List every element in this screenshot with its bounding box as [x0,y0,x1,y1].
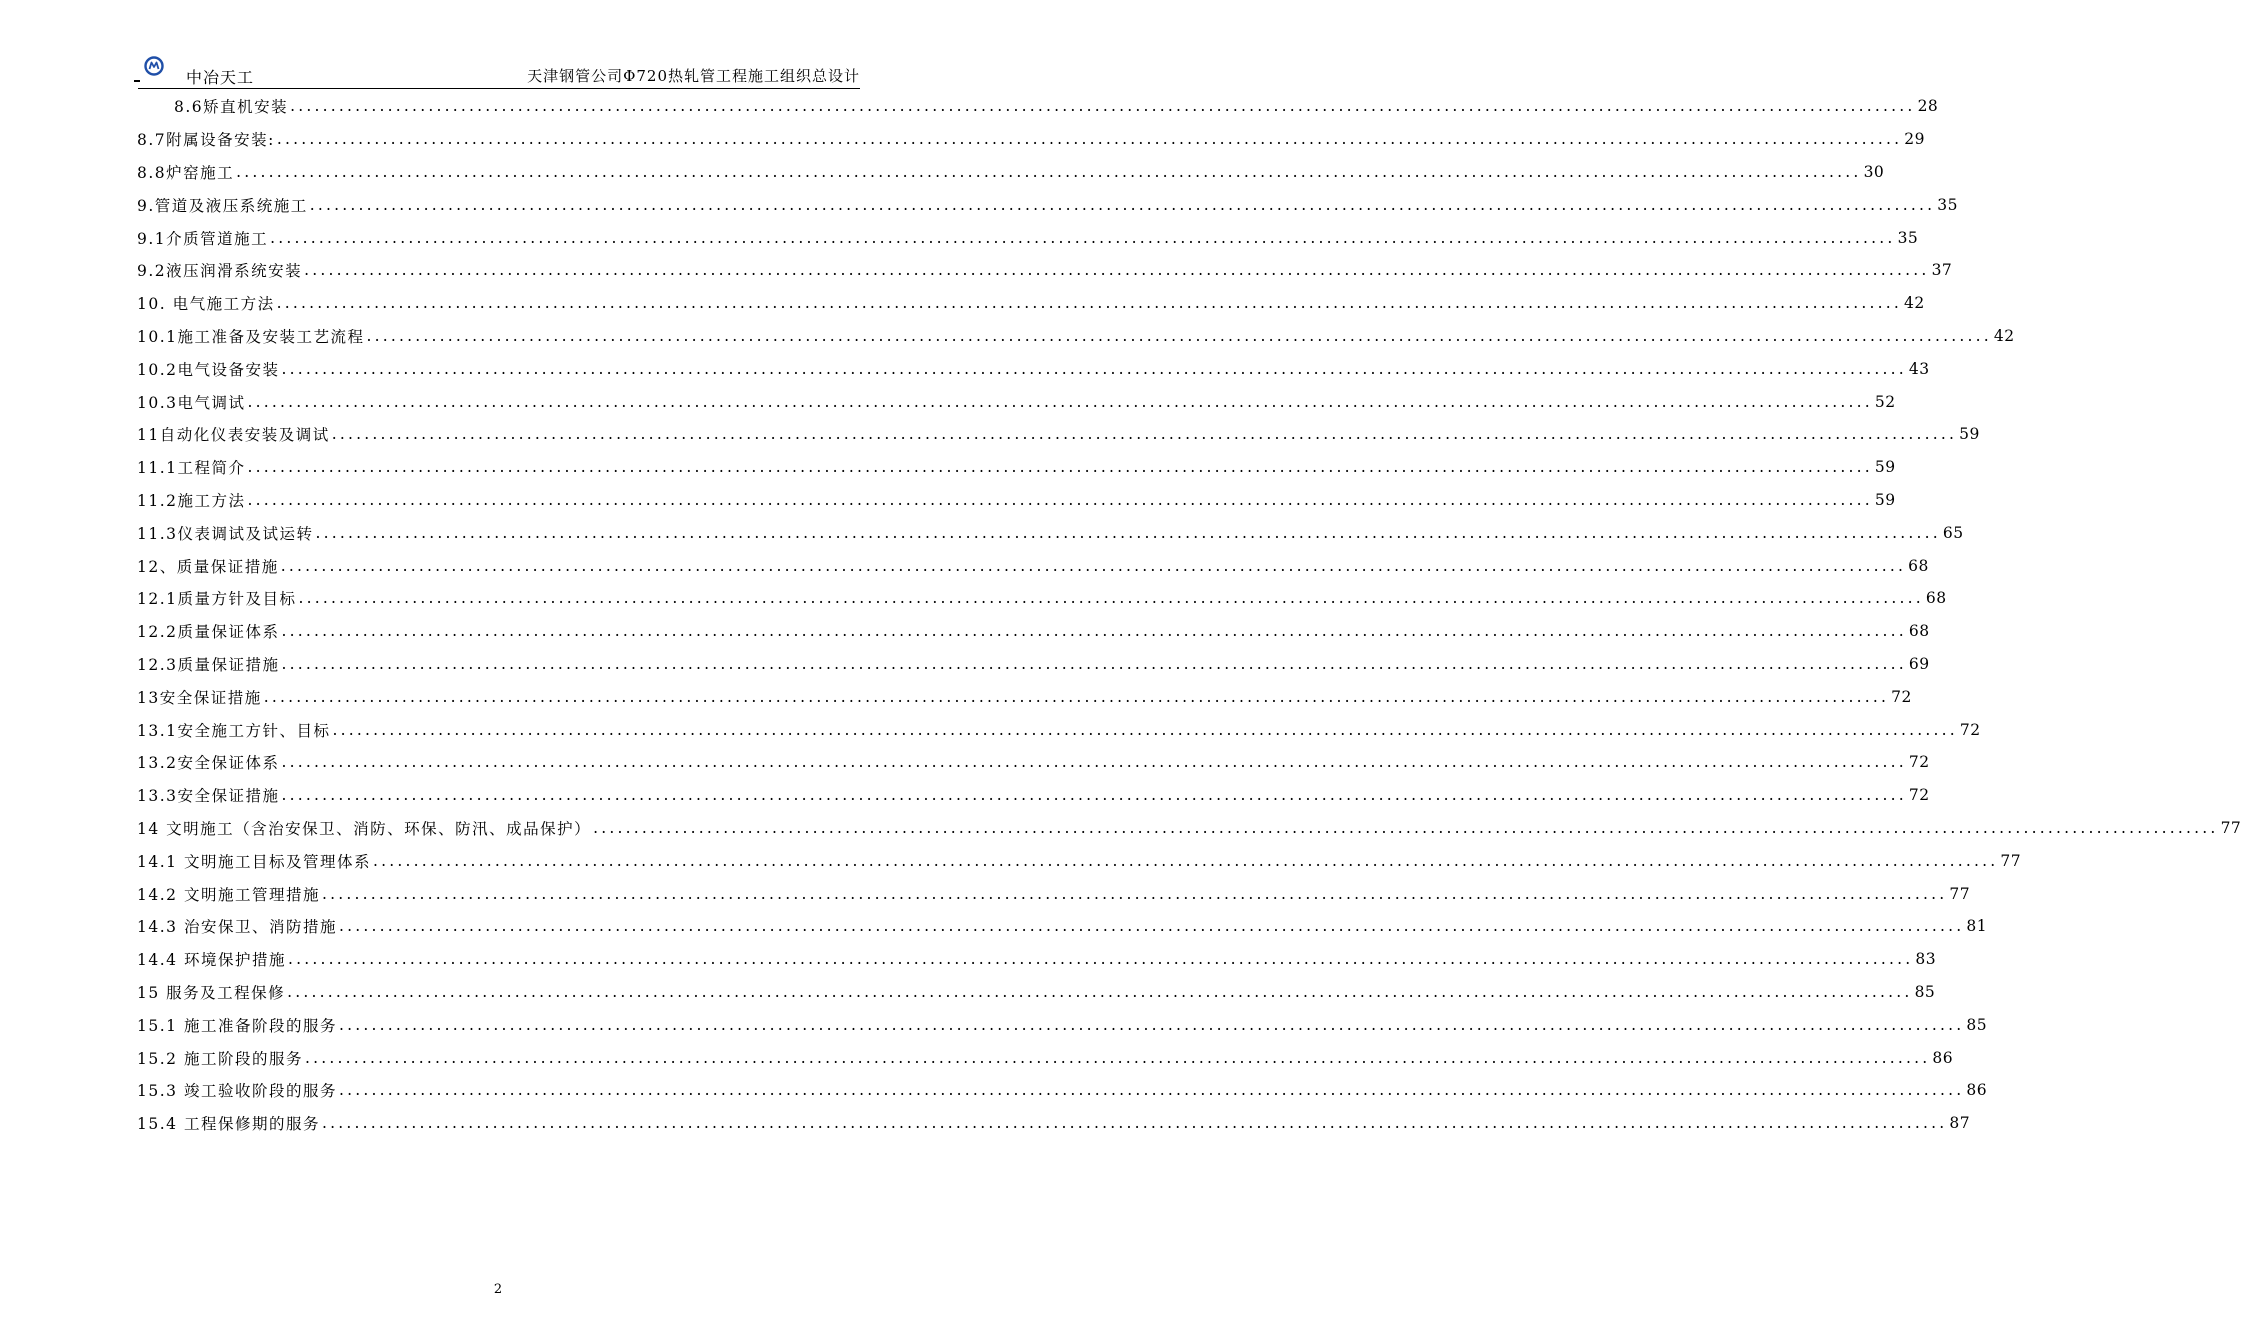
toc-entry-page: 59 [1874,458,1896,477]
toc-leader-dots: ........................................................................................................................................................................................................ [304,261,1930,280]
toc-entry[interactable] [137,254,1953,287]
toc-entry-label: 15.1 施工准备阶段的服务 [137,1016,337,1035]
toc-entry-label: 15.2 施工阶段的服务 [137,1049,303,1068]
toc-entry-page: 69 [1908,654,1930,673]
toc-entry-label: 15.4 工程保修期的服务 [137,1115,320,1134]
toc-entry-page: 59 [1874,490,1896,509]
toc-leader-dots: ........................................................................................................................................................................................................ [593,818,2219,837]
header-dash [134,80,140,82]
toc-leader-dots: ........................................................................................................................................................................................................ [331,425,1958,444]
toc-entry-label: 11自动化仪表安装及调试 [137,426,330,445]
toc-entry[interactable] [137,123,1926,156]
toc-leader-dots: ........................................................................................................................................................................................................ [281,654,1907,673]
toc-leader-dots: ........................................................................................................................................................................................................ [338,917,1965,936]
company-name: 中冶天工 [186,68,255,87]
page-number: 2 [493,1282,503,1297]
toc-leader-dots: ........................................................................................................................................................................................................ [263,687,1890,706]
toc-entry-page: 30 [1863,162,1885,181]
toc-leader-dots: ........................................................................................................................................................................................................ [366,326,1992,345]
toc-entry-label: 13.2安全保证体系 [137,754,280,773]
toc-entry-page: 77 [2000,851,2022,870]
toc-entry-page: 85 [1966,1015,1988,1034]
toc-leader-dots: ........................................................................................................................................................................................................ [332,720,1958,739]
toc-leader-dots: ........................................................................................................................................................................................................ [287,950,1914,969]
toc-entry-page: 42 [1903,294,1925,313]
toc-entry-page: 35 [1897,228,1919,247]
toc-entry-label: 9.2液压润滑系统安装 [137,262,303,281]
toc-entry[interactable] [137,910,1988,943]
toc-entry-page: 72 [1908,786,1930,805]
toc-entry[interactable] [137,287,1925,320]
toc-leader-dots: ........................................................................................................................................................................................................ [315,523,1941,542]
toc-entry-label: 8.7附属设备安装: [137,131,275,150]
toc-entry[interactable] [137,615,1930,648]
toc-entry[interactable] [137,516,1964,549]
document-title: 天津钢管公司Φ720热轧管工程施工组织总设计 [527,67,860,85]
toc-leader-dots: ........................................................................................................................................................................................................ [290,97,1916,116]
toc-entry[interactable] [137,385,1896,418]
toc-entry-label: 11.3仪表调试及试运转 [137,524,314,543]
toc-entry-page: 68 [1925,589,1947,608]
toc-entry-label: 11.2施工方法 [137,491,246,510]
table-of-contents [137,90,2241,1140]
toc-entry[interactable] [137,976,1936,1009]
toc-entry-page: 86 [1966,1081,1988,1100]
toc-entry-page: 77 [2220,818,2241,837]
toc-leader-dots: ........................................................................................................................................................................................................ [298,589,1924,608]
toc-leader-dots: ........................................................................................................................................................................................................ [321,1114,1948,1133]
toc-leader-dots: ........................................................................................................................................................................................................ [281,753,1907,772]
toc-entry[interactable] [137,582,1947,615]
toc-entry[interactable] [137,779,1930,812]
toc-entry[interactable] [137,320,2015,353]
toc-entry[interactable] [137,484,1896,517]
toc-entry-page: 43 [1908,359,1930,378]
toc-entry[interactable] [137,188,1958,221]
mcc-logo-icon [144,56,164,76]
toc-entry-label: 13安全保证措施 [137,688,262,707]
toc-leader-dots: ........................................................................................................................................................................................................ [281,622,1907,641]
toc-entry-page: 68 [1908,622,1930,641]
toc-entry[interactable] [137,877,1971,910]
toc-leader-dots: ........................................................................................................................................................................................................ [276,130,1903,149]
toc-entry[interactable] [137,812,2241,845]
toc-entry[interactable] [137,746,1930,779]
toc-entry[interactable] [137,943,1937,976]
toc-entry-label: 10.1施工准备及安装工艺流程 [137,327,365,346]
toc-entry[interactable] [137,680,1912,713]
toc-entry-label: 11.1工程简介 [137,459,246,478]
toc-entry[interactable] [137,549,1929,582]
toc-leader-dots: ........................................................................................................................................................................................................ [338,1015,1965,1034]
toc-leader-dots: ........................................................................................................................................................................................................ [236,162,1862,181]
toc-entry-page: 42 [1993,326,2015,345]
toc-entry-label: 10. 电气施工方法 [137,295,275,314]
toc-entry-page: 72 [1908,753,1930,772]
toc-entry-label: 10.3电气调试 [137,393,246,412]
toc-entry[interactable] [137,221,1919,254]
toc-entry-page: 72 [1959,720,1981,739]
toc-leader-dots: ........................................................................................................................................................................................................ [270,228,1896,247]
toc-entry[interactable] [137,418,1980,451]
toc-leader-dots: ........................................................................................................................................................................................................ [321,884,1948,903]
toc-entry[interactable] [137,90,1939,123]
toc-entry-label: 13.1安全施工方针、目标 [137,721,331,740]
toc-leader-dots: ........................................................................................................................................................................................................ [280,556,1907,575]
toc-entry[interactable] [137,648,1930,681]
toc-entry-label: 14.2 文明施工管理措施 [137,885,320,904]
toc-entry-page: 28 [1917,97,1939,116]
toc-entry-page: 65 [1942,523,1964,542]
toc-entry-label: 12.1质量方针及目标 [137,590,297,609]
toc-entry-label: 10.2电气设备安装 [137,360,280,379]
toc-entry-label: 14 文明施工（含治安保卫、消防、环保、防汛、成品保护） [137,819,592,838]
toc-leader-dots: ........................................................................................................................................................................................................ [247,458,1873,477]
toc-entry[interactable] [137,844,2022,877]
toc-entry-page: 86 [1932,1048,1954,1067]
toc-entry-label: 9.1介质管道施工 [137,229,269,248]
toc-leader-dots: ........................................................................................................................................................................................................ [281,359,1907,378]
toc-leader-dots: ........................................................................................................................................................................................................ [372,851,1999,870]
toc-entry-label: 12.2质量保证体系 [137,623,280,642]
toc-entry-page: 77 [1949,884,1971,903]
toc-entry-label: 12、质量保证措施 [137,557,279,576]
toc-entry-label: 15.3 竣工验收阶段的服务 [137,1082,337,1101]
toc-entry-label: 8.8炉窑施工 [137,163,235,182]
toc-entry[interactable] [137,156,1885,189]
toc-entry[interactable] [137,1008,1988,1041]
toc-leader-dots: ........................................................................................................................................................................................................ [247,392,1873,411]
toc-leader-dots: ........................................................................................................................................................................................................ [287,982,1913,1001]
toc-entry[interactable] [137,713,1981,746]
toc-entry-page: 35 [1937,195,1958,214]
toc-entry[interactable] [137,352,1930,385]
toc-leader-dots: ........................................................................................................................................................................................................ [309,195,1936,214]
toc-entry-label: 14.4 环境保护措施 [137,951,286,970]
toc-entry[interactable] [137,451,1896,484]
toc-leader-dots: ........................................................................................................................................................................................................ [247,490,1873,509]
toc-entry-page: 72 [1891,687,1912,706]
toc-entry-label: 14.1 文明施工目标及管理体系 [137,852,371,871]
toc-entry-label: 15 服务及工程保修 [137,983,286,1002]
toc-leader-dots: ........................................................................................................................................................................................................ [338,1081,1965,1100]
toc-entry-page: 29 [1904,130,1926,149]
page-header [138,50,860,89]
toc-entry[interactable] [137,1107,1971,1140]
toc-entry-page: 83 [1915,950,1937,969]
toc-entry-page: 68 [1908,556,1929,575]
toc-entry-page: 52 [1874,392,1896,411]
toc-entry-label: 9.管道及液压系统施工 [137,196,308,215]
toc-entry-page: 37 [1931,261,1953,280]
toc-leader-dots: ........................................................................................................................................................................................................ [281,786,1907,805]
toc-entry[interactable] [137,1041,1954,1074]
toc-entry[interactable] [137,1074,1988,1107]
toc-leader-dots: ........................................................................................................................................................................................................ [304,1048,1931,1067]
toc-entry-label: 12.3质量保证措施 [137,655,280,674]
toc-entry-page: 59 [1959,425,1980,444]
toc-entry-label: 8.6矫直机安装 [174,98,289,117]
toc-entry-page: 85 [1914,982,1936,1001]
toc-entry-page: 87 [1949,1114,1971,1133]
toc-entry-label: 14.3 治安保卫、消防措施 [137,918,337,937]
toc-leader-dots: ........................................................................................................................................................................................................ [276,294,1902,313]
toc-entry-label: 13.3安全保证措施 [137,787,280,806]
toc-entry-page: 81 [1966,917,1988,936]
